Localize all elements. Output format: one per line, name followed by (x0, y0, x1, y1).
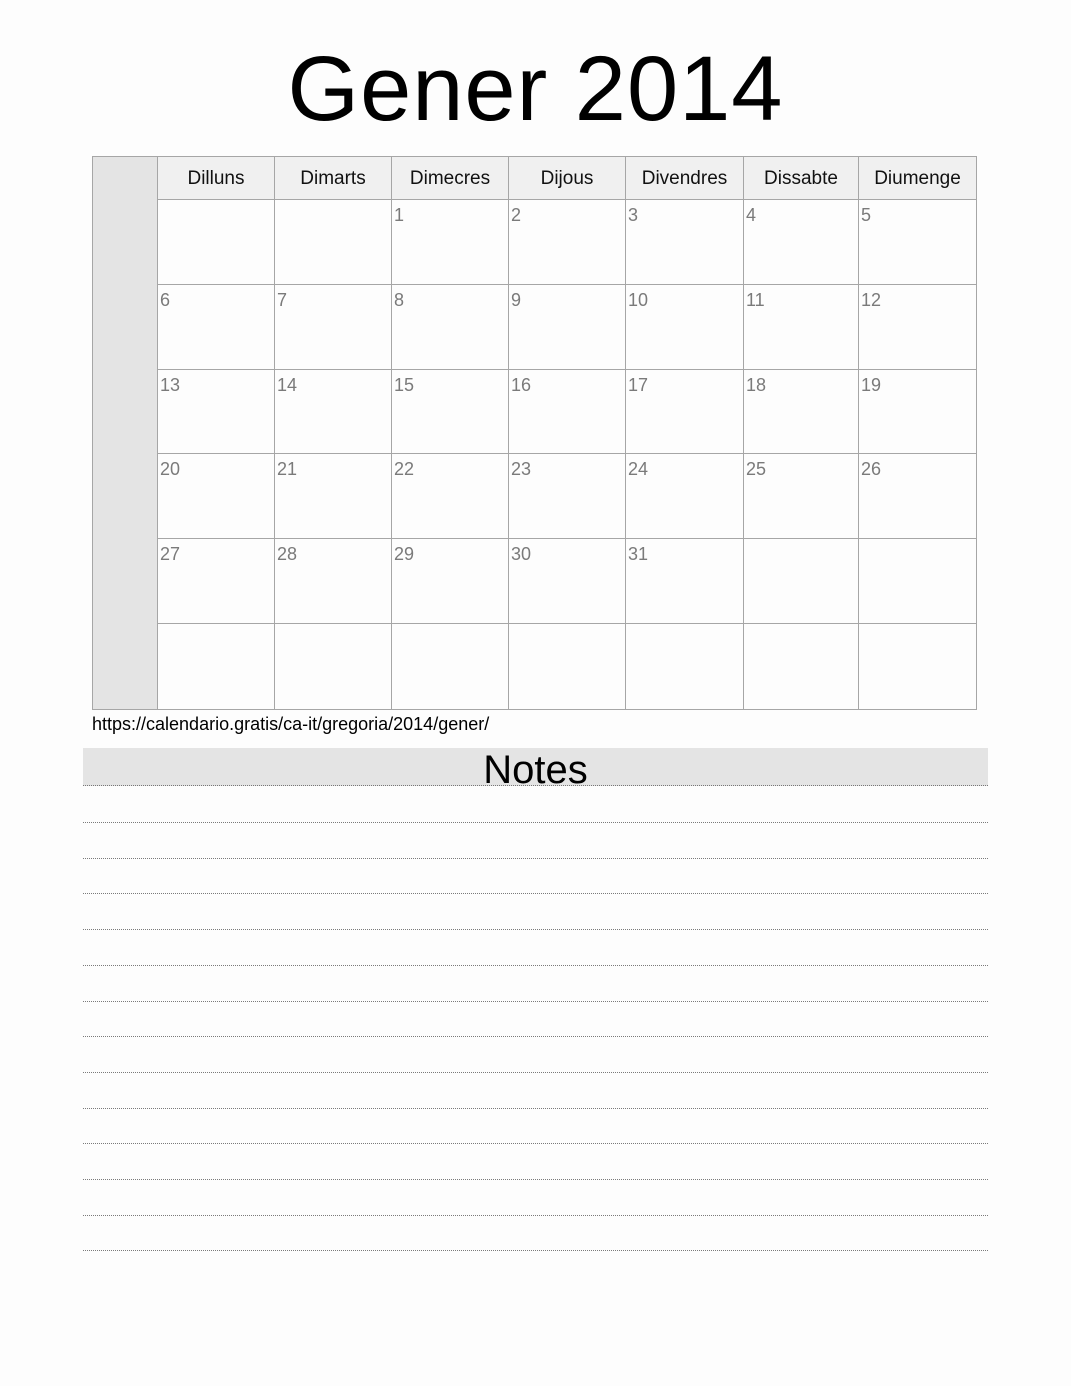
source-url: https://calendario.gratis/ca-it/gregoria/2014/gener/ (92, 714, 490, 734)
day-cell (509, 370, 626, 455)
day-number: 13 (160, 374, 181, 395)
day-number: 12 (861, 289, 882, 310)
day-number: 21 (277, 459, 298, 480)
day-cell (744, 624, 859, 709)
day-number: 4 (746, 205, 757, 225)
day-number: 18 (746, 374, 767, 395)
day-cell (626, 454, 744, 539)
notes-line (83, 1143, 988, 1144)
notes-line (83, 822, 988, 823)
day-number: 31 (628, 544, 649, 565)
notes-line (83, 1072, 988, 1073)
weekday-header-row (158, 157, 976, 200)
day-cell (859, 200, 976, 285)
month-grid (158, 157, 976, 709)
day-cell (158, 624, 275, 709)
notes-line (83, 1250, 988, 1251)
notes-line (83, 1001, 988, 1002)
day-cell (744, 454, 859, 539)
day-cell (275, 370, 392, 455)
day-number: 14 (277, 374, 298, 395)
notes-line (83, 1036, 988, 1037)
day-cell (509, 200, 626, 285)
day-number: 27 (160, 544, 181, 565)
day-cell (744, 370, 859, 455)
day-cell (744, 200, 859, 285)
notes-line (83, 929, 988, 930)
day-cell (626, 370, 744, 455)
day-cell (859, 454, 976, 539)
notes-line (83, 893, 988, 894)
day-cell (392, 454, 509, 539)
day-cell (509, 454, 626, 539)
day-number: 17 (628, 374, 649, 395)
day-number: 20 (160, 459, 181, 480)
day-number: 30 (511, 544, 532, 565)
day-number: 22 (394, 459, 415, 480)
calendar-title: Gener 2014 (287, 38, 784, 140)
day-number: 16 (511, 374, 532, 395)
day-cell (626, 624, 744, 709)
day-cell (392, 200, 509, 285)
day-cell (859, 624, 976, 709)
day-cell (626, 539, 744, 624)
day-cell (509, 539, 626, 624)
notes-line (83, 965, 988, 966)
weekday-header: Dilluns (158, 157, 275, 199)
day-number: 29 (394, 544, 415, 565)
day-number: 19 (861, 374, 882, 395)
day-cell (859, 370, 976, 455)
day-number: 11 (746, 289, 765, 310)
weekday-header: Dimecres (392, 157, 509, 199)
day-cell (275, 200, 392, 285)
day-cell (392, 539, 509, 624)
day-cell (275, 285, 392, 370)
day-number: 6 (160, 289, 171, 310)
day-number: 2 (511, 205, 522, 225)
calendar-grid (92, 156, 977, 710)
day-cell (158, 200, 275, 285)
day-number: 23 (511, 459, 532, 480)
day-cell (158, 454, 275, 539)
day-cell (859, 539, 976, 624)
weekday-header: Dissabte (744, 157, 859, 199)
day-cell (392, 624, 509, 709)
day-number: 28 (277, 544, 298, 565)
weekday-header: Divendres (626, 157, 744, 199)
day-number: 10 (628, 289, 649, 310)
notes-line (83, 1108, 988, 1109)
day-cell (158, 370, 275, 455)
day-cell (509, 285, 626, 370)
day-cell (626, 285, 744, 370)
day-cell (859, 285, 976, 370)
week-number-column (93, 157, 158, 709)
day-number: 1 (394, 205, 405, 225)
weekday-header: Diumenge (874, 168, 961, 189)
notes-title: Notes (83, 748, 988, 786)
day-number: 24 (628, 459, 649, 480)
weekday-header: Dijous (509, 157, 626, 199)
day-cell (392, 285, 509, 370)
day-cell (392, 370, 509, 455)
day-cell (626, 200, 744, 285)
notes-line (83, 858, 988, 859)
day-number: 9 (511, 289, 522, 310)
day-cell (744, 539, 859, 624)
day-number: 15 (394, 374, 415, 395)
day-cell (275, 624, 392, 709)
day-number: 26 (861, 459, 882, 480)
day-number: 3 (628, 205, 639, 225)
day-number: 25 (746, 459, 767, 480)
day-cell (275, 539, 392, 624)
day-cell (509, 624, 626, 709)
notes-line (83, 1215, 988, 1216)
day-cell (744, 285, 859, 370)
notes-line (83, 1179, 988, 1180)
day-number: 8 (394, 289, 405, 310)
day-number: 5 (861, 205, 872, 225)
day-number: 7 (277, 289, 288, 310)
day-cell (158, 539, 275, 624)
day-cell (275, 454, 392, 539)
day-cell (158, 285, 275, 370)
weekday-header: Dimarts (275, 157, 392, 199)
